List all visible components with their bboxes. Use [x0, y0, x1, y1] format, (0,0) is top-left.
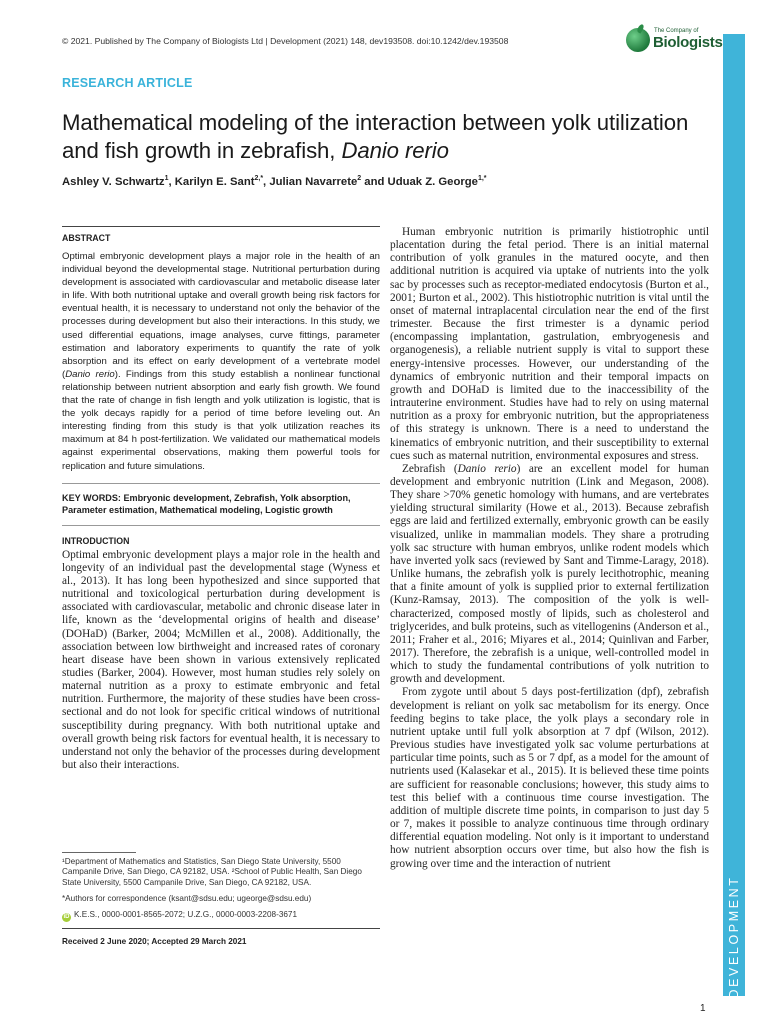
- body-text-part: Zebrafish (: [402, 462, 458, 475]
- orcid-icon: iD: [63, 914, 70, 921]
- author-separator: and: [361, 175, 388, 188]
- author-affiliation: 2: [357, 175, 362, 182]
- title-text: Mathematical modeling of the interaction between yolk utilization and fish growth in zebrafish,: [62, 110, 689, 163]
- abstract-text-part: ). Findings from this study establish a nonlinear functional relationship between nutrient absorption and early fish growth. We found that the rate of change in fish length and yolk utilization is logistic, that is the yolk decays rapidly for a period of time before leveling out. An interesting finding from this study is that yolk utilization reaches its maximum at 84 h post-fertilization. We validated our mathematical models against experimental observations, making them powerful tools for replication and future simulations.: [62, 368, 380, 472]
- body-text-part: ) are an excellent model for human development and embryonic nutrition (Link and Megason, 2008). They share >70% genetic homology with humans, and are vertebrates yielding structural similarity (Howe et al., 2013). Because zebrafish eggs are laid and fertilized externally, embryonic growth can be easily visualized, unlike in mammalian models. They share a protruding yolk sac structure with human embryos, unlike rodent models which have inverted yolk sacs (reviewed by Sant and Timme-Laragy, 2018). Unlike humans, the zebrafish yolk is purely lecithotrophic, meaning that a finite amount of yolk is supplied prior to external fertilization (Kunz-Ramsay, 2013). The composition of the yolk is well-characterized, composed mostly of lipids, such as cholesterol and triglycerides, and bulk proteins, such as vitellogenins (Anderson et al., 2011; Fraher et al., 2016; Miyares et al., 2014; Quinlivan and Farber, 2017). Therefore, the zebrafish is a unique, well-controlled model in which to study the fundamental contributions of yolk nutrition to growth and development.: [390, 462, 709, 686]
- body-paragraph: [390, 463, 709, 687]
- author: Uduak Z. George: [387, 175, 478, 188]
- citation-header: © 2021. Published by The Company of Biologists Ltd | Development (2021) 148, dev193508. doi:10.1242/dev.193508: [62, 36, 509, 46]
- footnotes: [62, 852, 380, 947]
- abstract-species: Danio rerio: [65, 368, 115, 380]
- author: Ashley V. Schwartz: [62, 175, 165, 188]
- received-dates: Received 2 June 2020; Accepted 29 March 2021: [62, 937, 247, 947]
- keywords: [62, 492, 380, 517]
- author-affiliation: 1,*: [477, 175, 487, 182]
- logo-big-text: Biologists: [653, 34, 723, 51]
- left-column: [62, 226, 380, 772]
- correspondence: *Authors for correspondence (ksant@sdsu.edu; ugeorge@sdsu.edu): [62, 893, 312, 903]
- paper-title: [62, 109, 712, 165]
- affiliations: ¹Department of Mathematics and Statistics, San Diego State University, 5500 Campanile Drive, San Diego, CA 92182, USA. ²School of Public Health, San Diego State University, 5500 Campanile Drive, San Diego, CA 92182, USA.: [62, 857, 362, 887]
- footnote-divider: [62, 852, 136, 853]
- body-paragraph: Human embryonic nutrition is primarily histiotrophic until placentation during the fetal period. There is an initial maternal contribution of yolk granules in the matured oocyte, and then additional nutrition is acquired via uptake of nutrients into the yolk sac by processes such as receptor-mediated endocytosis (Burton et al., 2001; Burton et al., 2002). This histiotrophic nutrition is vital until the onset of maternal intraplacental circulation near the end of the first trimester. Because the first trimester is a dynamic period (encompassing implantation, gastrulation, embryogenesis and organogenesis), a reliable nutrient supply is vital to support these energy-intensive processes. However, our understanding of the dynamics of embryonic nutrition and their temporal impacts on growth and DOHaD is limited due to the inaccessibility of the intrauterine environment. Studies have had to rely on using maternal nutrition as a proxy for embryonic nutrition, but the appropriateness of this strategy is unknown. There is a need to understand the kinematics of embryonic nutrition, and their susceptibility to external cues such as maternal nutrition, environmental exposures and stress.: [390, 226, 709, 462]
- keywords-text: Embryonic development, Zebrafish, Yolk absorption, Parameter estimation, Mathematical modeling, Logistic growth: [62, 492, 351, 516]
- orcid-line: [62, 910, 380, 922]
- abstract-heading: ABSTRACT: [62, 233, 111, 243]
- article-type: RESEARCH ARTICLE: [62, 76, 193, 90]
- divider: [62, 928, 380, 929]
- title-species: Danio rerio: [341, 138, 449, 163]
- abstract-text: [62, 250, 380, 473]
- author-affiliation: 1: [164, 175, 169, 182]
- author-affiliation: 2,*: [254, 175, 264, 182]
- divider: [62, 525, 380, 526]
- author-separator: ,: [263, 175, 270, 188]
- page-number: 1: [700, 1003, 706, 1014]
- body-species: Danio rerio: [457, 462, 517, 475]
- abstract-text-part: Optimal embryonic development plays a major role in the health of an individual beyond the developmental stage. Nutritional perturbation during development is associated with cardiovascular and metabolic disease later in life. With both nutritional uptake and overall growth being risk factors for eventual health, it is necessary to understand not only the behavior of the processes during development but also their interactions. In this study, we used differential equations, image analyses, curve fittings, parameter estimation and laboratory experiments to quantify the rate of yolk absorption and its effect on early development of a vertebrate model (: [62, 251, 380, 380]
- introduction-heading: INTRODUCTION: [62, 535, 130, 546]
- keywords-label: KEY WORDS:: [62, 492, 121, 503]
- divider: [62, 226, 380, 227]
- introduction-paragraph: Optimal embryonic development plays a major role in the health and longevity of an individual past the developmental stage (Wyness et al., 2013). It has long been hypothesized and since supported that nutritional and toxicological perturbation during development is associated with cardiovascular, metabolic and chronic disease later in life, known as the ‘developmental origins of health and disease’ (DOHaD) (Barker, 2004; McMillen et al., 2008). Additionally, the association between low birthweight and increased rates of coronary heart disease have been shown in various extensively replicated studies (Barker, 2004). However, most human studies rely solely on maternal nutrition as a proxy to estimate embryonic and fetal nutrition. Furthermore, the majority of these studies have been cross-sectional and do not look for specific critical windows of nutritional susceptibility during pregnancy. With both nutritional uptake and overall growth being risk factors for eventual health, it is necessary to understand not only the behavior of the processes during development but also their interactions.: [62, 548, 380, 772]
- journal-side-bar: [723, 34, 745, 999]
- author-list: [62, 175, 487, 188]
- author: Karilyn E. Sant: [174, 175, 255, 188]
- orcid-ids: K.E.S., 0000-0001-8565-2072; U.Z.G., 0000-0003-2208-3671: [74, 910, 298, 920]
- right-column: [390, 226, 709, 871]
- body-paragraph: From zygote until about 5 days post-fertilization (dpf), zebrafish development is reliant on yolk sac metabolism for its energy. Once feeding begins to take place, the yolk plays a secondary role in nutrient uptake until full yolk absorption at 7 dpf (Wilson, 2012). Previous studies have investigated yolk sac volume perturbations at particular time points, such as 5 or 7 dpf, as a model for the amount of nutrients used (Kalasekar et al., 2015). It is believed these time points are sufficient for reasonable conclusions; however, this study aims to test this belief with a continuous time course investigation. The addition of multiple discrete time points, in comparison to just day 5 or 7, makes it possible to analyze continuous time through ordinary differential equation modeling. Not only is it important to understand how nutrient absorption occurs over time, but also how the fish is growing over time and the interaction of nutrient: [390, 686, 709, 870]
- author: Julian Navarrete: [269, 175, 358, 188]
- logo-small-text: The Company of: [654, 28, 699, 34]
- journal-name: DEVELOPMENT: [727, 875, 741, 999]
- divider: [62, 483, 380, 484]
- publisher-logo: [626, 26, 723, 54]
- globe-icon: [626, 28, 650, 52]
- author-separator: ,: [168, 175, 175, 188]
